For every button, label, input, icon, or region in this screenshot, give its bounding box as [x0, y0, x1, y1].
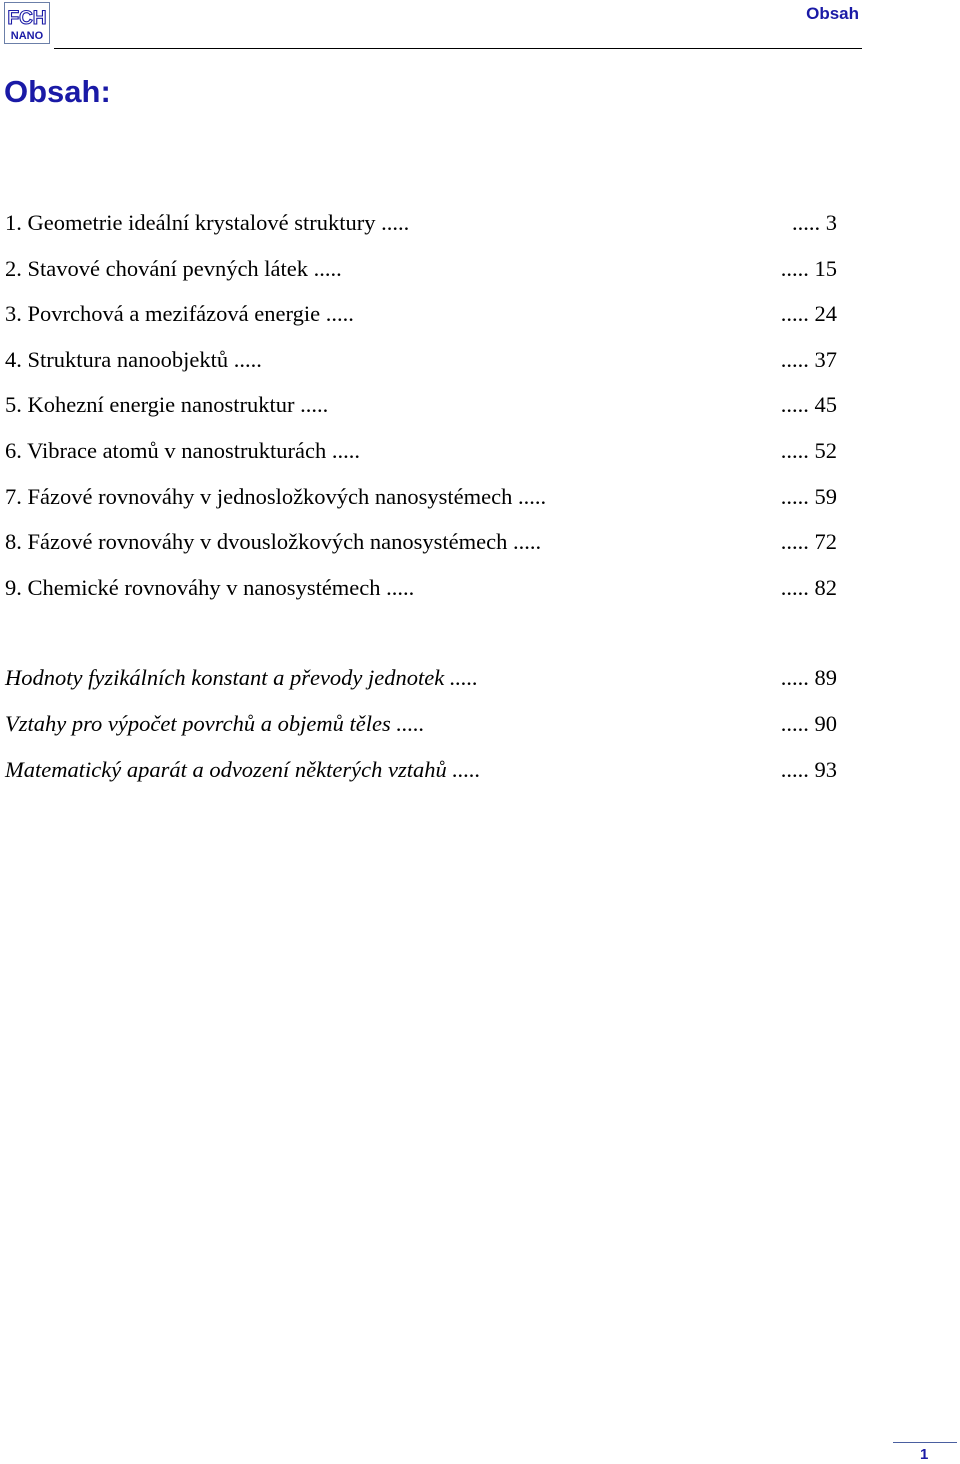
logo-top-text: FCH [7, 8, 47, 29]
toc-entry-page: ..... 90 [780, 710, 837, 736]
toc-entry [5, 204, 837, 250]
toc-entry-title: 7. Fázové rovnováhy v jednosložkových nanosystémech ..... [5, 483, 547, 509]
toc-spacer [5, 614, 837, 659]
toc-entry-page: ..... 45 [780, 392, 837, 418]
toc-entry-title: 3. Povrchová a mezifázová energie ..... [5, 301, 354, 327]
toc-entry-page: ..... 3 [792, 210, 837, 235]
toc-entry-page: ..... 24 [780, 301, 837, 327]
toc-entry [5, 341, 837, 387]
toc-entry-title: 9. Chemické rovnováhy v nanosystémech ..... [5, 574, 415, 600]
toc-entry-page: ..... 82 [780, 574, 837, 600]
table-of-contents [5, 204, 837, 796]
toc-entry [5, 569, 837, 615]
toc-chapters [5, 204, 837, 614]
toc-entry [5, 751, 837, 797]
page-number: 1 [920, 1446, 929, 1463]
toc-entry-title: 2. Stavové chování pevných látek ..... [5, 255, 342, 281]
toc-entry-page: ..... 72 [780, 529, 837, 555]
toc-entry [5, 523, 837, 569]
logo-bottom-text: NANO [10, 30, 44, 42]
toc-entry-title: 4. Struktura nanoobjektů ..... [5, 346, 262, 372]
toc-entry-title: Hodnoty fyzikálních konstant a převody jednotek ..... [5, 665, 479, 691]
toc-entry-title: Vztahy pro výpočet povrchů a objemů těles ..... [5, 710, 425, 736]
toc-entry [5, 386, 837, 432]
toc-entry-page: ..... 37 [780, 346, 837, 372]
toc-entry [5, 659, 837, 705]
toc-entry-page: ..... 89 [780, 665, 837, 691]
toc-entry-page: ..... 15 [780, 255, 837, 281]
toc-entry-title: 1. Geometrie ideální krystalové struktury ..... [5, 210, 410, 235]
toc-entry-page: ..... 93 [780, 756, 837, 782]
fch-nano-logo [4, 2, 50, 44]
footer-divider [893, 1442, 957, 1443]
toc-appendices [5, 659, 837, 796]
header-divider [54, 48, 862, 49]
toc-entry-title: Matematický aparát a odvození některých vztahů ..... [5, 756, 481, 782]
toc-entry [5, 250, 837, 296]
toc-entry-page: ..... 52 [780, 437, 837, 463]
toc-entry-title: 8. Fázové rovnováhy v dvousložkových nanosystémech ..... [5, 529, 542, 555]
toc-entry [5, 478, 837, 524]
toc-entry [5, 432, 837, 478]
toc-entry-title: 6. Vibrace atomů v nanostrukturách ..... [5, 437, 361, 463]
header-title: Obsah [806, 4, 859, 23]
page-title: Obsah: [4, 74, 111, 109]
fch-nano-logo-graphic [5, 3, 49, 43]
toc-entry-title: 5. Kohezní energie nanostruktur ..... [5, 392, 329, 418]
toc-entry [5, 705, 837, 751]
toc-entry-page: ..... 59 [780, 483, 837, 509]
toc-entry [5, 295, 837, 341]
